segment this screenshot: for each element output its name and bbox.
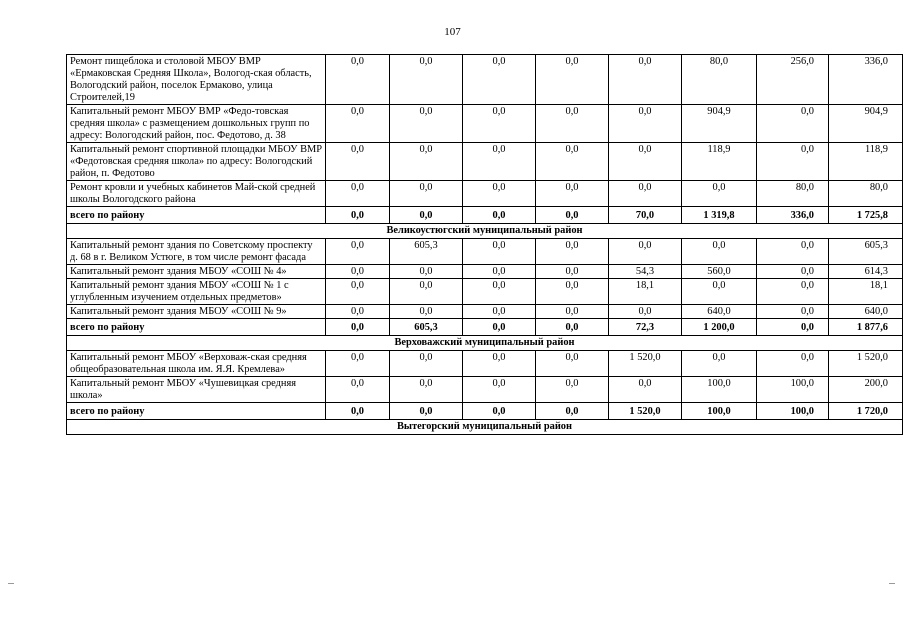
district-total-row (67, 319, 903, 336)
value-cell: 0,0 (536, 279, 609, 305)
item-description: Капитальный ремонт МБОУ «Чушевицкая средняя школа» (67, 377, 326, 403)
value-cell: 100,0 (757, 377, 829, 403)
value-cell: 0,0 (326, 351, 390, 377)
table-row (67, 181, 903, 207)
value-cell: 118,9 (682, 143, 757, 181)
value-cell: 0,0 (326, 181, 390, 207)
value-cell: 336,0 (829, 55, 903, 105)
value-cell: 0,0 (757, 305, 829, 319)
item-description: Ремонт пищеблока и столовой МБОУ ВМР «Ермаковская Средняя Школа», Вологод-ская область, Вологодский район, поселок Ермаково, улица Строителей,19 (67, 55, 326, 105)
value-cell: 0,0 (326, 207, 390, 224)
value-cell: 0,0 (536, 377, 609, 403)
value-cell: 1 725,8 (829, 207, 903, 224)
value-cell: 0,0 (609, 143, 682, 181)
value-cell: 0,0 (326, 239, 390, 265)
value-cell: 18,1 (609, 279, 682, 305)
value-cell: 0,0 (609, 239, 682, 265)
value-cell: 0,0 (326, 279, 390, 305)
value-cell: 0,0 (326, 377, 390, 403)
value-cell: 0,0 (536, 105, 609, 143)
value-cell: 640,0 (829, 305, 903, 319)
value-cell: 0,0 (609, 55, 682, 105)
item-description: Капитальный ремонт МБОУ «Верховаж-ская средняя общеобразовательная школа им. Я.Я. Кремлева» (67, 351, 326, 377)
value-cell: 0,0 (463, 181, 536, 207)
value-cell: 640,0 (682, 305, 757, 319)
value-cell: 100,0 (757, 403, 829, 420)
value-cell: 0,0 (390, 265, 463, 279)
value-cell: 0,0 (757, 143, 829, 181)
value-cell: 80,0 (682, 55, 757, 105)
table-row (67, 239, 903, 265)
value-cell: 80,0 (829, 181, 903, 207)
value-cell: 0,0 (757, 351, 829, 377)
value-cell: 0,0 (463, 207, 536, 224)
value-cell: 0,0 (390, 207, 463, 224)
value-cell: 0,0 (390, 143, 463, 181)
value-cell: 0,0 (682, 351, 757, 377)
edge-mark-right (889, 583, 895, 584)
table-row (67, 279, 903, 305)
value-cell: 0,0 (536, 55, 609, 105)
value-cell: 0,0 (326, 55, 390, 105)
value-cell: 0,0 (757, 239, 829, 265)
value-cell: 605,3 (390, 319, 463, 336)
district-total-row (67, 403, 903, 420)
table-row (67, 377, 903, 403)
value-cell: 0,0 (536, 265, 609, 279)
total-label: всего по району (67, 207, 326, 224)
table-row (67, 305, 903, 319)
value-cell: 256,0 (757, 55, 829, 105)
value-cell: 0,0 (390, 351, 463, 377)
district-header-row (67, 336, 903, 351)
district-header-row (67, 224, 903, 239)
value-cell: 0,0 (390, 181, 463, 207)
value-cell: 0,0 (463, 265, 536, 279)
value-cell: 1 319,8 (682, 207, 757, 224)
value-cell: 1 520,0 (829, 351, 903, 377)
table-row (67, 55, 903, 105)
item-description: Капитальный ремонт здания МБОУ «СОШ № 9» (67, 305, 326, 319)
value-cell: 1 720,0 (829, 403, 903, 420)
value-cell: 0,0 (390, 377, 463, 403)
value-cell: 0,0 (463, 55, 536, 105)
value-cell: 100,0 (682, 403, 757, 420)
value-cell: 70,0 (609, 207, 682, 224)
value-cell: 0,0 (326, 105, 390, 143)
value-cell: 118,9 (829, 143, 903, 181)
value-cell: 0,0 (463, 279, 536, 305)
item-description: Капитальный ремонт МБОУ ВМР «Федо-товская средняя школа» с размещением дошкольных групп по адресу: Вологодский район, пос. Федотово, д. 38 (67, 105, 326, 143)
value-cell: 18,1 (829, 279, 903, 305)
item-description: Капитальный ремонт здания МБОУ «СОШ № 1 с углубленным изучением отдельных предметов» (67, 279, 326, 305)
value-cell: 0,0 (326, 265, 390, 279)
value-cell: 0,0 (609, 181, 682, 207)
value-cell: 0,0 (536, 181, 609, 207)
value-cell: 605,3 (829, 239, 903, 265)
value-cell: 605,3 (390, 239, 463, 265)
value-cell: 0,0 (326, 319, 390, 336)
value-cell: 904,9 (682, 105, 757, 143)
value-cell: 336,0 (757, 207, 829, 224)
value-cell: 0,0 (463, 105, 536, 143)
value-cell: 0,0 (463, 143, 536, 181)
value-cell: 0,0 (326, 143, 390, 181)
value-cell: 0,0 (463, 377, 536, 403)
value-cell: 0,0 (326, 305, 390, 319)
value-cell: 0,0 (536, 351, 609, 377)
edge-mark-left (8, 583, 14, 584)
value-cell: 560,0 (682, 265, 757, 279)
value-cell: 1 520,0 (609, 403, 682, 420)
value-cell: 0,0 (682, 239, 757, 265)
value-cell: 0,0 (463, 239, 536, 265)
value-cell: 1 200,0 (682, 319, 757, 336)
item-description: Капитальный ремонт здания по Советскому проспекту д. 68 в г. Великом Устюге, в том числе ремонт фасада (67, 239, 326, 265)
value-cell: 0,0 (682, 181, 757, 207)
item-description: Капитальный ремонт спортивной площадки МБОУ ВМР «Федотовская средняя школа» по адресу: Вологодский район, п. Федотово (67, 143, 326, 181)
value-cell: 80,0 (757, 181, 829, 207)
value-cell: 100,0 (682, 377, 757, 403)
value-cell: 0,0 (682, 279, 757, 305)
value-cell: 0,0 (463, 305, 536, 319)
district-name: Верховажский муниципальный район (67, 336, 903, 351)
value-cell: 1 520,0 (609, 351, 682, 377)
value-cell: 0,0 (757, 265, 829, 279)
value-cell: 54,3 (609, 265, 682, 279)
table-row (67, 265, 903, 279)
value-cell: 0,0 (536, 403, 609, 420)
budget-table (66, 54, 903, 435)
value-cell: 0,0 (326, 403, 390, 420)
page-number: 107 (444, 26, 461, 38)
value-cell: 0,0 (390, 279, 463, 305)
value-cell: 200,0 (829, 377, 903, 403)
value-cell: 0,0 (609, 305, 682, 319)
district-total-row (67, 207, 903, 224)
value-cell: 0,0 (609, 105, 682, 143)
value-cell: 0,0 (536, 305, 609, 319)
item-description: Ремонт кровли и учебных кабинетов Май-ской средней школы Вологодского района (67, 181, 326, 207)
value-cell: 0,0 (536, 239, 609, 265)
value-cell: 0,0 (463, 403, 536, 420)
table-row (67, 143, 903, 181)
value-cell: 0,0 (463, 319, 536, 336)
value-cell: 0,0 (757, 105, 829, 143)
value-cell: 0,0 (536, 143, 609, 181)
value-cell: 1 877,6 (829, 319, 903, 336)
total-label: всего по району (67, 403, 326, 420)
table-row (67, 351, 903, 377)
value-cell: 0,0 (536, 319, 609, 336)
value-cell: 0,0 (757, 319, 829, 336)
item-description: Капитальный ремонт здания МБОУ «СОШ № 4» (67, 265, 326, 279)
value-cell: 0,0 (390, 305, 463, 319)
value-cell: 0,0 (609, 377, 682, 403)
value-cell: 0,0 (463, 351, 536, 377)
value-cell: 0,0 (390, 105, 463, 143)
value-cell: 0,0 (390, 55, 463, 105)
total-label: всего по району (67, 319, 326, 336)
value-cell: 904,9 (829, 105, 903, 143)
value-cell: 0,0 (757, 279, 829, 305)
value-cell: 614,3 (829, 265, 903, 279)
district-name: Великоустюгский муниципальный район (67, 224, 903, 239)
district-header-row (67, 420, 903, 435)
value-cell: 0,0 (390, 403, 463, 420)
table-body (67, 55, 903, 435)
value-cell: 72,3 (609, 319, 682, 336)
table-row (67, 105, 903, 143)
district-name: Вытегорский муниципальный район (67, 420, 903, 435)
value-cell: 0,0 (536, 207, 609, 224)
